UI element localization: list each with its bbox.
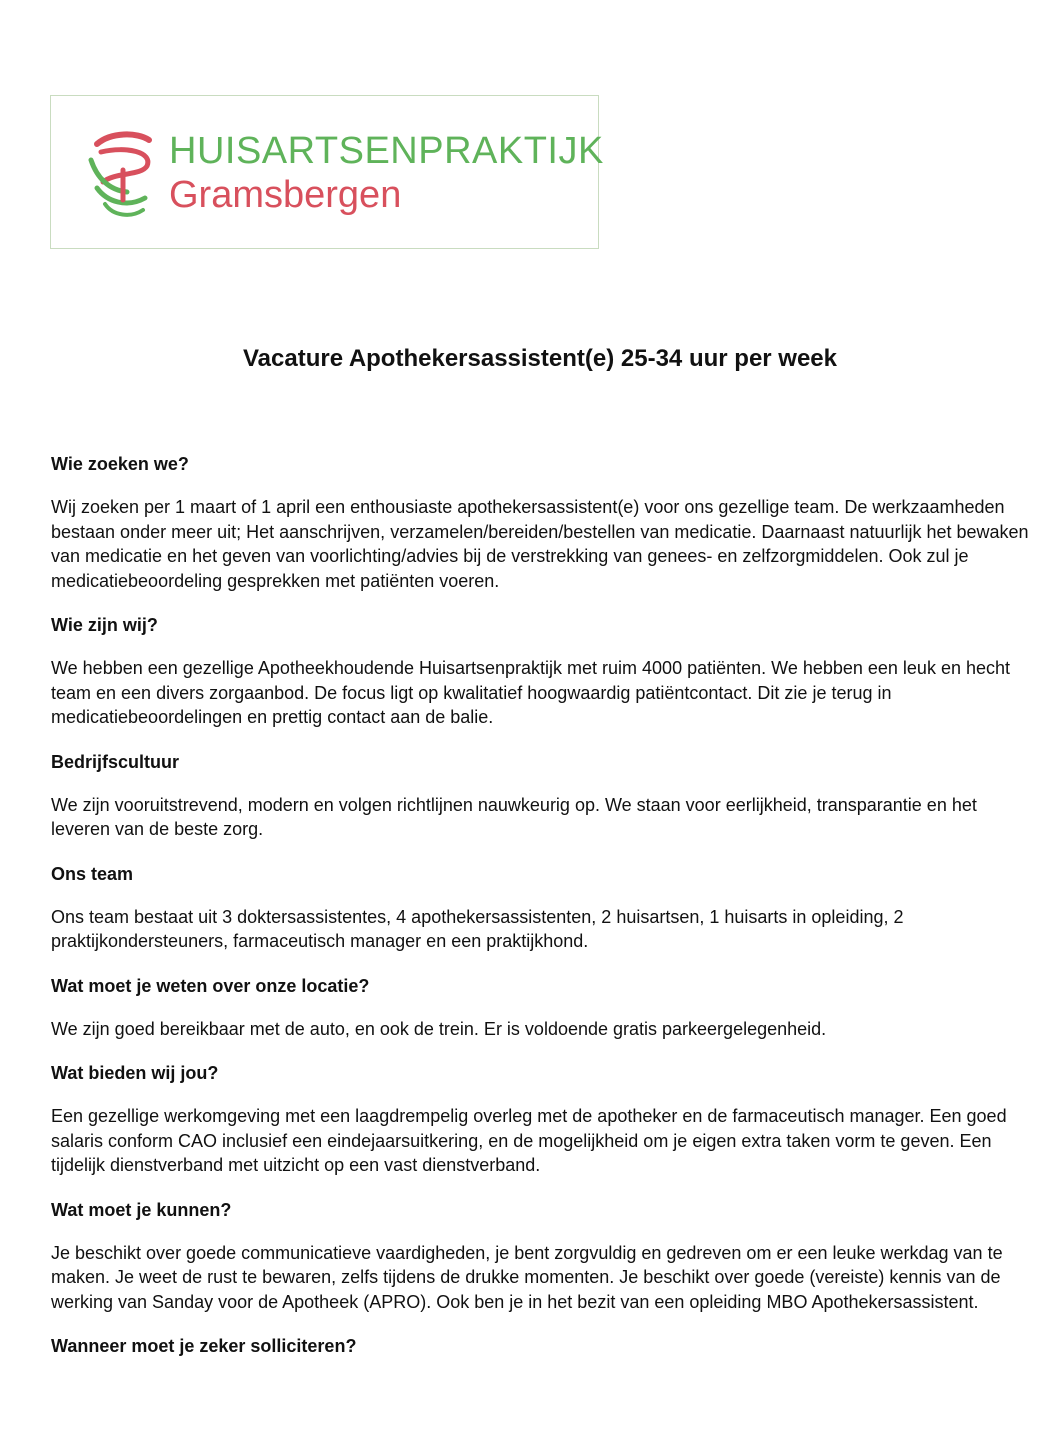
- section-wie-zijn-wij: [51, 613, 1036, 730]
- section-heading: Bedrijfscultuur: [51, 751, 180, 772]
- section-text: Je beschikt over goede communicatieve vaardigheden, je bent zorgvuldig en gedreven om er een leuke werkdag van te maken. Je weet de rust te bewaren, zelfs tijdens de drukke momenten. Je beschikt over goede (vereiste) kennis van de werking van Sanday voor de Apotheek (APRO). Ook ben je in het bezit van een opleiding MBO Apothekersassistent.: [51, 1242, 1003, 1312]
- section-heading: Ons team: [51, 863, 134, 884]
- section-wanneer-solliciteren: [51, 1334, 1036, 1358]
- section-heading: Wie zijn wij?: [51, 615, 158, 635]
- practice-logo: [50, 95, 604, 249]
- vacancy-body: [51, 452, 1036, 1377]
- logo-text-huisartsenpraktijk: HUISARTSENPRAKTIJK: [169, 130, 604, 172]
- section-text: Ons team bestaat uit 3 doktersassistentes, 4 apothekersassistenten, 2 huisartsen, 1 huisarts in opleiding, 2 praktijkondersteuners, farmaceutisch manager en een praktijkhond.: [51, 906, 904, 951]
- section-text: We zijn vooruitstrevend, modern en volgen richtlijnen nauwkeurig op. We staan voor eerlijkheid, transparantie en het leveren van de beste zorg.: [51, 794, 977, 839]
- pharmacy-cup-icon: [87, 130, 161, 222]
- section-ons-team: [51, 862, 1036, 954]
- section-wie-zoeken-we: [51, 452, 1036, 593]
- section-heading: Wat bieden wij jou?: [51, 1063, 219, 1083]
- section-text: We hebben een gezellige Apotheekhoudende Huisartsenpraktijk met ruim 4000 patiënten. We hebben een leuk en hecht team en een divers zorgaanbod. De focus ligt op kwalitatief hoogwaardig patiëntcontact. Dit zie je terug in medicatiebeoordelingen en prettig contact aan de balie.: [51, 658, 1011, 727]
- section-wat-moet-je-kunnen: [51, 1198, 1036, 1315]
- section-heading: Wie zoeken we?: [51, 454, 189, 474]
- section-text: We zijn goed bereikbaar met de auto, en ook de trein. Er is voldoende gratis parkeergelegenheid.: [51, 1018, 827, 1039]
- section-wat-bieden-wij: [51, 1061, 1036, 1178]
- section-heading: Wat moet je kunnen?: [51, 1199, 232, 1220]
- section-heading: Wanneer moet je zeker solliciteren?: [51, 1336, 357, 1356]
- section-bedrijfscultuur: [51, 750, 1036, 842]
- section-heading: Wat moet je weten over onze locatie?: [51, 975, 370, 996]
- section-text: Wij zoeken per 1 maart of 1 april een enthousiaste apothekersassistent(e) voor ons gezellige team. De werkzaamheden bestaan onder meer uit; Het aanschrijven, verzamelen/bereiden/bestellen van medicatie. Daarnaast natuurlijk het bewaken van medicatie en het geven van voorlichting/advies bij de verstrekking van genees- en zelfzorgmiddelen. Ook zul je medicatiebeoordeling gesprekken met patiënten voeren.: [51, 497, 1029, 591]
- page-title: Vacature Apothekersassistent(e) 25-34 uur per week: [242, 345, 838, 372]
- section-locatie: [51, 974, 1036, 1042]
- section-text: Een gezellige werkomgeving met een laagdrempelig overleg met de apotheker en de farmaceutisch manager. Een goed salaris conform CAO inclusief een eindejaarsuitkering, en de mogelijkheid om je eigen extra taken vorm te geven. Een tijdelijk dienstverband met uitzicht op een vast dienstverband.: [51, 1106, 1007, 1175]
- logo-text-gramsbergen: Gramsbergen: [169, 174, 402, 216]
